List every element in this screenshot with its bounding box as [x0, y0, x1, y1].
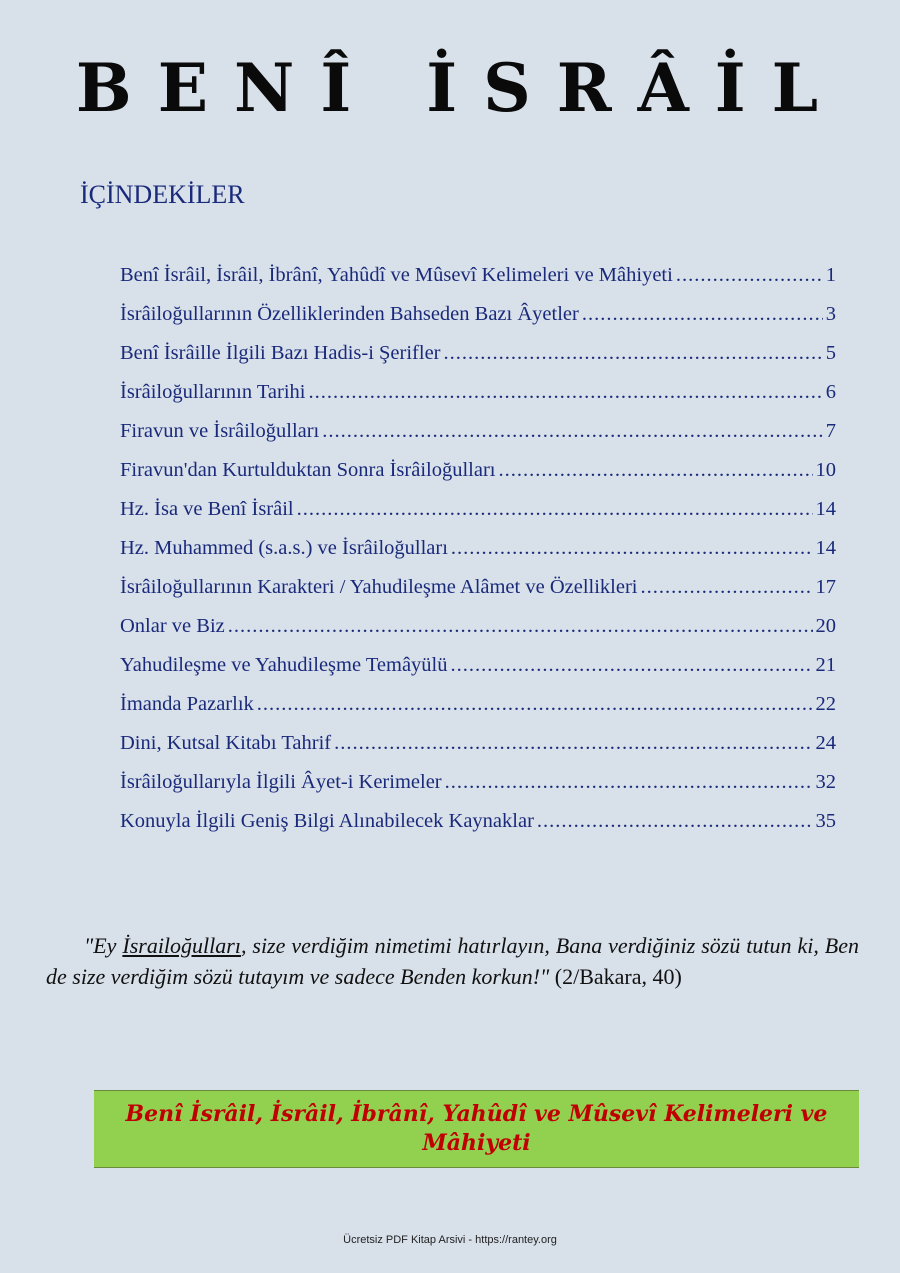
toc-entry-label: Dini, Kutsal Kitabı Tahrif [120, 732, 332, 754]
toc-entry-page: 7 [825, 420, 836, 442]
verse-quote [46, 930, 859, 992]
toc-entry[interactable] [120, 459, 836, 498]
toc-entry-page: 3 [825, 303, 836, 325]
book-title: BENÎ İSRÂİL [75, 49, 845, 127]
dot-leader [322, 420, 822, 443]
toc-entry-label: Konuyla İlgili Geniş Bilgi Alınabilecek Kaynaklar [120, 810, 534, 832]
toc-entry[interactable] [120, 303, 836, 342]
dot-leader [228, 615, 813, 638]
section-heading-banner [94, 1090, 859, 1168]
dot-leader [445, 771, 813, 794]
toc-entry[interactable] [120, 615, 836, 654]
toc-entry-page: 21 [815, 654, 836, 676]
toc-entry-label: İsrâiloğullarıyla İlgili Âyet-i Kerimeler [120, 771, 442, 793]
toc-entry-page: 24 [815, 732, 836, 754]
dot-leader [641, 576, 813, 599]
table-of-contents [120, 264, 836, 849]
dot-leader [451, 654, 813, 677]
toc-entry-page: 6 [825, 381, 836, 403]
toc-entry-page: 35 [815, 810, 836, 832]
dot-leader [334, 732, 812, 755]
toc-entry[interactable] [120, 654, 836, 693]
dot-leader [582, 303, 823, 326]
dot-leader [537, 810, 813, 833]
toc-entry-page: 20 [815, 615, 836, 637]
dot-leader [498, 459, 812, 482]
toc-entry[interactable] [120, 420, 836, 459]
toc-entry-label: İmanda Pazarlık [120, 693, 254, 715]
toc-entry-page: 5 [825, 342, 836, 364]
toc-entry-label: Onlar ve Biz [120, 615, 225, 637]
toc-entry-page: 14 [815, 537, 836, 559]
toc-entry-page: 22 [815, 693, 836, 715]
toc-entry-label: İsrâiloğullarının Tarihi [120, 381, 306, 403]
toc-entry-label: Benî İsrâil, İsrâil, İbrânî, Yahûdî ve Mûsevî Kelimeleri ve Mâhiyeti [120, 264, 673, 286]
toc-entry[interactable] [120, 342, 836, 381]
section-heading-text: Benî İsrâil, İsrâil, İbrânî, Yahûdî ve Mûsevî Kelimeleri ve Mâhiyeti [125, 1101, 828, 1156]
toc-entry[interactable] [120, 693, 836, 732]
toc-entry-page: 14 [815, 498, 836, 520]
dot-leader [309, 381, 823, 404]
dot-leader [451, 537, 813, 560]
toc-entry-label: Benî İsrâille İlgili Bazı Hadis-i Şerifler [120, 342, 441, 364]
toc-entry[interactable] [120, 810, 836, 849]
dot-leader [444, 342, 823, 365]
toc-entry-label: Firavun'dan Kurtulduktan Sonra İsrâiloğulları [120, 459, 496, 481]
toc-entry[interactable] [120, 771, 836, 810]
toc-entry-page: 10 [815, 459, 836, 481]
quote-text: , size verdiğim nimetimi hatırlayın, Bana verdiğiniz sözü tutun ki, Ben de size verdiğim sözü tutayım ve sadece Benden korkun!" [46, 933, 859, 989]
toc-entry[interactable] [120, 498, 836, 537]
toc-heading: İÇİNDEKİLER [80, 180, 245, 209]
dot-leader [257, 693, 813, 716]
dot-leader [297, 498, 813, 521]
toc-entry-page: 1 [825, 264, 836, 286]
toc-entry-label: Firavun ve İsrâiloğulları [120, 420, 320, 442]
toc-entry[interactable] [120, 381, 836, 420]
quote-underlined-word: İsrailoğulları [122, 933, 241, 958]
toc-entry-label: İsrâiloğullarının Karakteri / Yahudileşme Alâmet ve Özellikleri [120, 576, 638, 598]
toc-entry-label: Yahudileşme ve Yahudileşme Temâyülü [120, 654, 448, 676]
dot-leader [676, 264, 823, 287]
quote-open: "Ey [84, 933, 123, 958]
toc-entry-page: 32 [815, 771, 836, 793]
toc-entry-label: Hz. Muhammed (s.a.s.) ve İsrâiloğulları [120, 537, 448, 559]
toc-entry[interactable] [120, 264, 836, 303]
toc-entry-label: İsrâiloğullarının Özelliklerinden Bahseden Bazı Âyetler [120, 303, 579, 325]
toc-entry[interactable] [120, 732, 836, 771]
footer-text: Ücretsiz PDF Kitap Arsivi - https://rantey.org [343, 1234, 557, 1246]
toc-entry-label: Hz. İsa ve Benî İsrâil [120, 498, 294, 520]
quote-citation: (2/Bakara, 40) [554, 964, 682, 989]
toc-entry[interactable] [120, 576, 836, 615]
toc-entry-page: 17 [815, 576, 836, 598]
toc-entry[interactable] [120, 537, 836, 576]
